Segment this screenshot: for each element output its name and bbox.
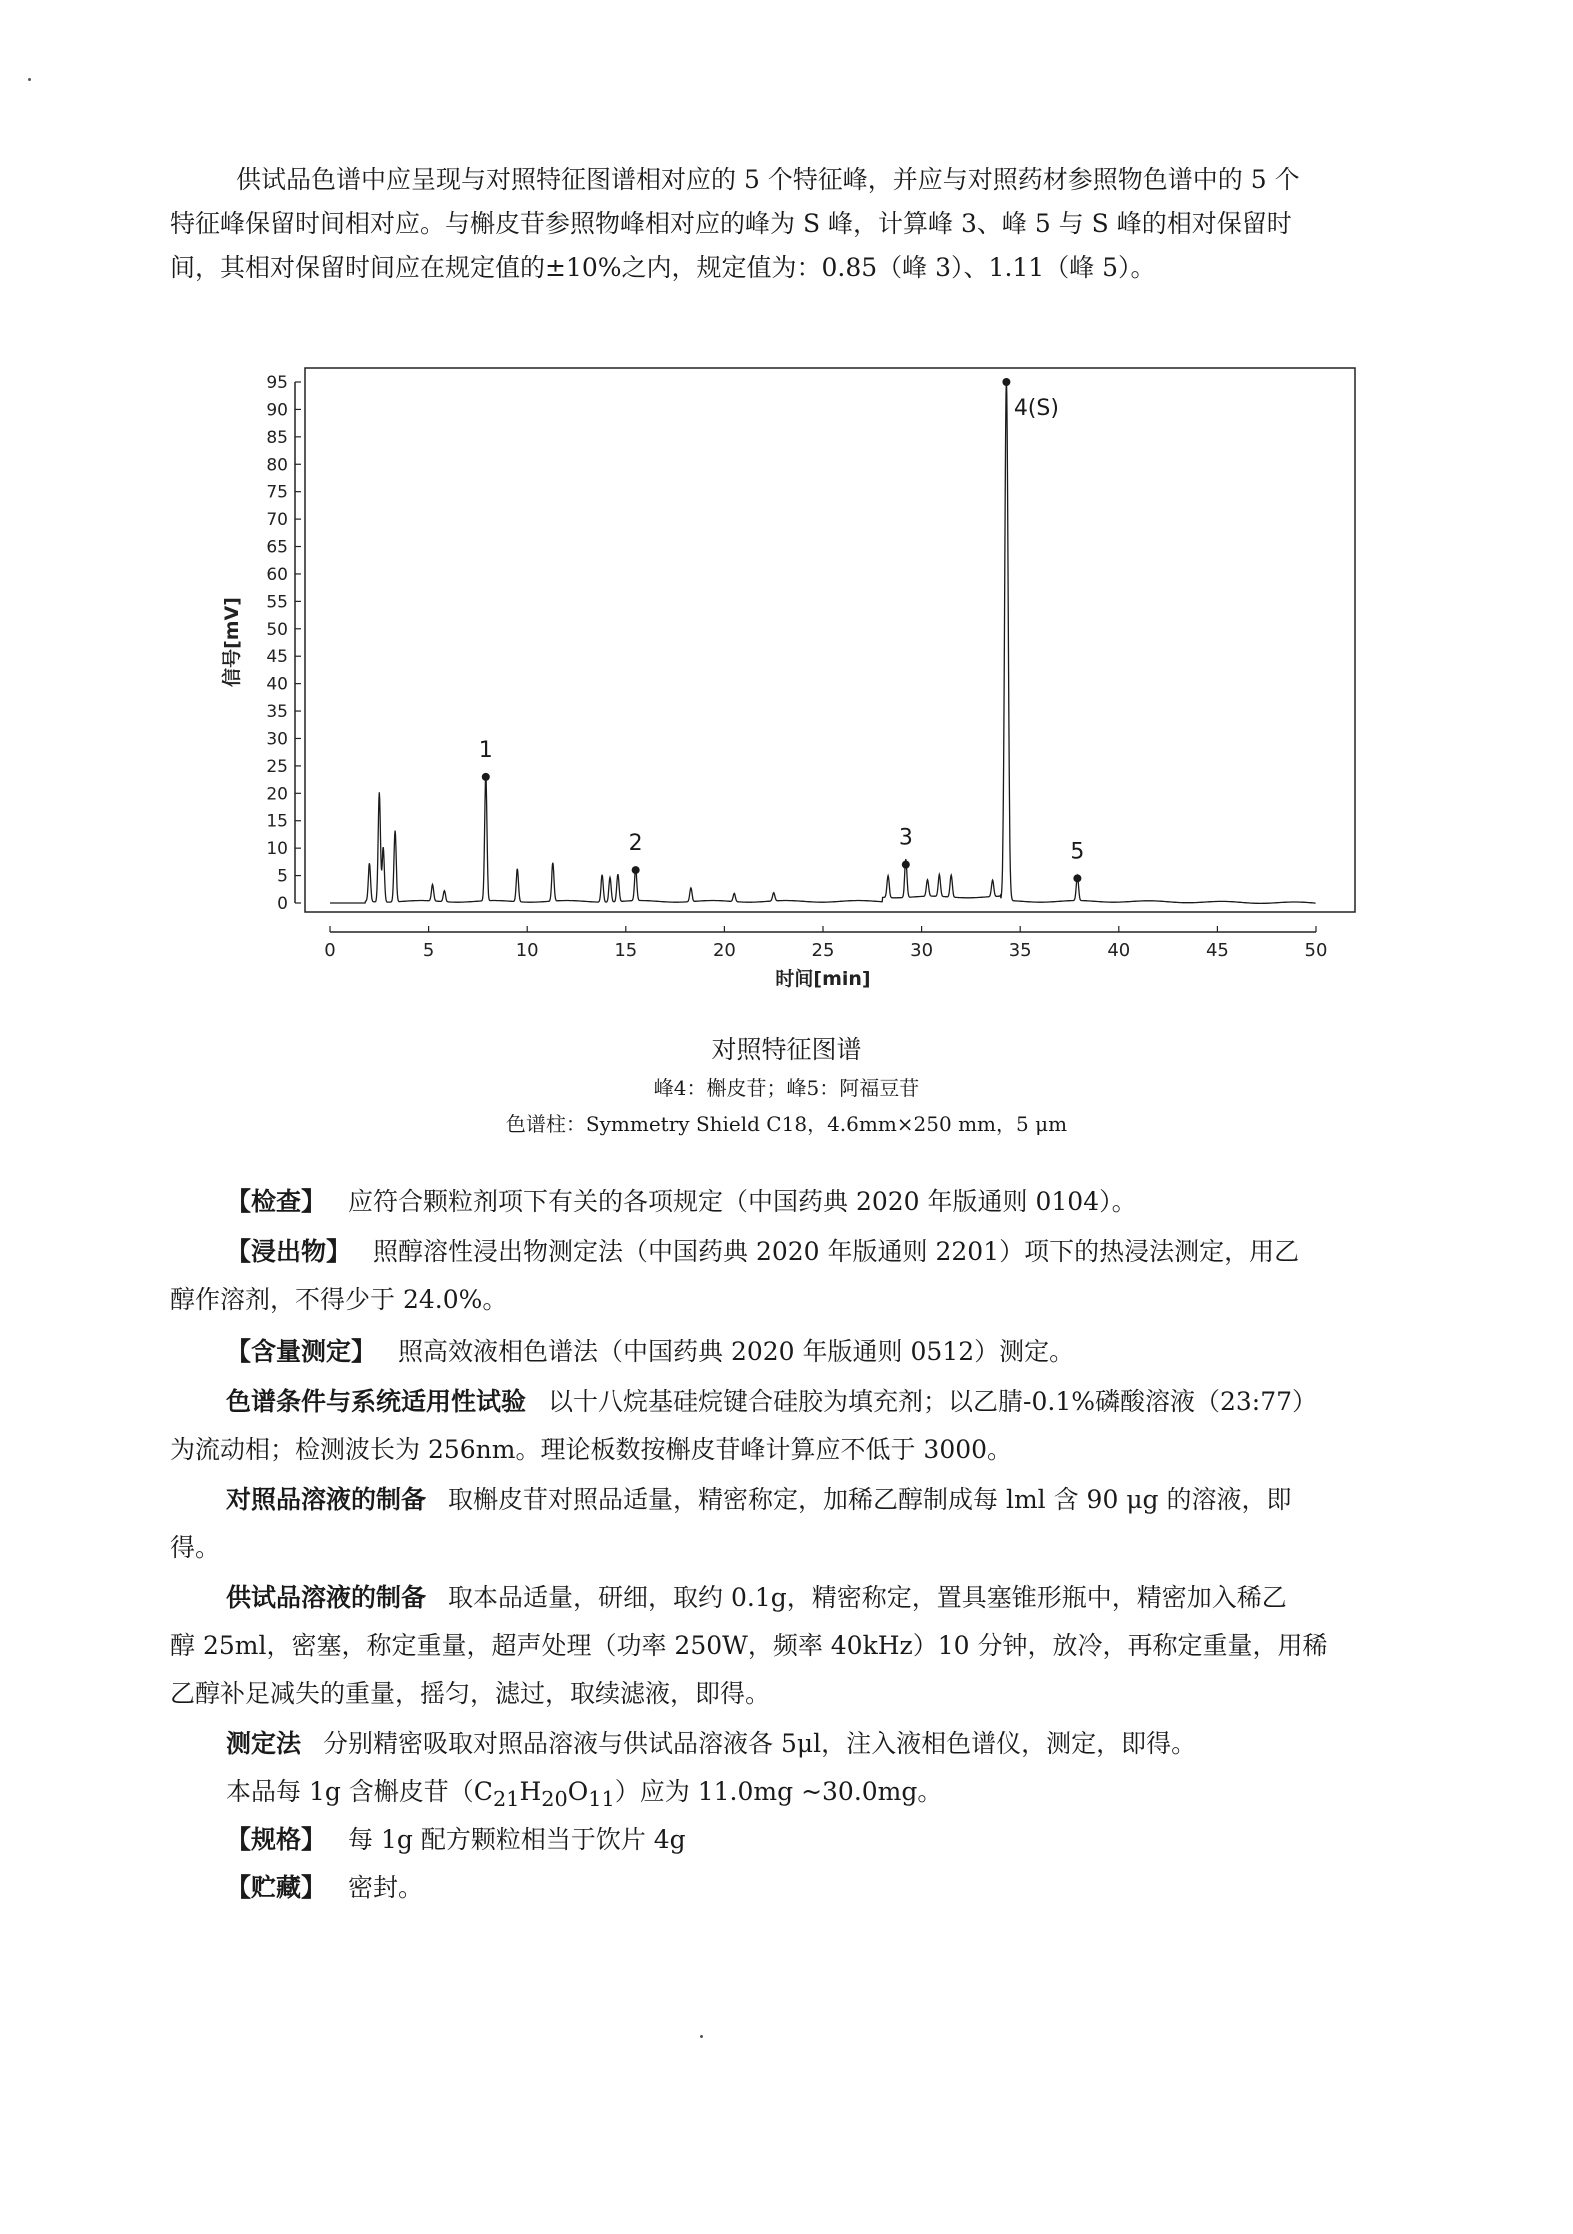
formula-sub-h: 20: [541, 1787, 568, 1811]
section-text-zhucang: 密封。: [348, 1873, 424, 1902]
intro-paragraph: [170, 158, 1415, 290]
y-tick-label: 65: [266, 537, 288, 558]
section-zhucang: [170, 1866, 1420, 1910]
section-text-sepu-1: 以十八烷基硅烷键合硅胶为填充剂；以乙腈-0.1%磷酸溶液（23:77）: [548, 1387, 1318, 1416]
section-jiancha: [170, 1180, 1420, 1224]
section-text-guige: 每 1g 配方颗粒相当于饮片 4g: [348, 1825, 686, 1854]
chromatogram-trace: [330, 380, 1316, 904]
peak-label: 1: [478, 737, 493, 763]
y-tick-label: 5: [277, 866, 288, 887]
section-guige: [170, 1818, 1420, 1862]
section-label-guige: 【规格】: [226, 1825, 327, 1854]
x-tick-label: 20: [712, 940, 736, 961]
y-tick-label: 90: [266, 400, 288, 421]
section-label-sepu: 色谱条件与系统适用性试验: [226, 1387, 527, 1416]
section-label-jinchuwu: 【浸出物】: [226, 1237, 352, 1266]
y-tick-label: 45: [266, 647, 288, 668]
y-tick-label: 25: [266, 756, 288, 777]
formula-sub-c: 21: [492, 1787, 520, 1811]
section-label-hanliang: 【含量测定】: [226, 1337, 377, 1366]
intro-line-2: 特征峰保留时间相对应。与槲皮苷参照物峰相对应的峰为 S 峰，计算峰 3、峰 5 与 S 峰的相对保留时: [170, 209, 1292, 238]
x-tick-label: 0: [324, 940, 336, 961]
formula-h: H: [519, 1777, 542, 1806]
y-tick-label: 50: [266, 619, 288, 640]
x-tick-label: 30: [910, 940, 934, 961]
scan-speck: [700, 2035, 703, 2038]
peak-label: 3: [898, 825, 913, 851]
section-text-gongshi-1: 取本品适量，研细，取约 0.1g，精密称定，置具塞锥形瓶中，精密加入稀乙: [448, 1583, 1287, 1612]
section-hanliang: [170, 1330, 1420, 1374]
section-duizhao-cont: 得。: [170, 1533, 221, 1562]
chart-caption-title: 对照特征图谱: [711, 1035, 862, 1064]
section-sepu: [170, 1380, 1420, 1424]
section-text-jinchuwu-1: 照醇溶性浸出物测定法（中国药典 2020 年版通则 2201）项下的热浸法测定，用乙: [373, 1237, 1300, 1266]
y-tick-label: 10: [266, 839, 288, 860]
y-axis-label: 信号[mV]: [221, 597, 243, 687]
peak-label: 4(S): [1013, 396, 1059, 421]
x-tick-label: 25: [811, 940, 835, 961]
section-label-duizhao: 对照品溶液的制备: [226, 1485, 427, 1514]
peak-marker: [632, 866, 640, 874]
section-jinchuwu: [170, 1230, 1420, 1274]
peak-marker: [482, 773, 490, 781]
section-label-zhucang: 【贮藏】: [226, 1873, 327, 1902]
x-axis-label: 时间[min]: [775, 968, 871, 990]
section-label-gongshi: 供试品溶液的制备: [226, 1583, 427, 1612]
y-tick-label: 15: [266, 811, 288, 832]
x-tick-label: 35: [1008, 940, 1032, 961]
section-text-jiancha: 应符合颗粒剂项下有关的各项规定（中国药典 2020 年版通则 0104）。: [348, 1187, 1137, 1216]
intro-line-1: 供试品色谱中应呈现与对照特征图谱相对应的 5 个特征峰，并应与对照药材参照物色谱中的 5 个: [236, 165, 1300, 194]
y-tick-label: 30: [266, 729, 288, 750]
y-tick-label: 40: [266, 674, 288, 695]
section-sepu-cont: 为流动相；检测波长为 256nm。理论板数按槲皮苷峰计算应不低于 3000。: [170, 1435, 1013, 1464]
intro-line-3: 间，其相对保留时间应在规定值的±10%之内，规定值为：0.85（峰 3）、1.11（峰 5）。: [170, 253, 1156, 282]
y-tick-label: 20: [266, 784, 288, 805]
formula-o: O: [567, 1777, 589, 1806]
y-tick-label: 35: [266, 702, 288, 723]
scan-speck: [28, 78, 31, 81]
section-text-hanliang: 照高效液相色谱法（中国药典 2020 年版通则 0512）测定。: [398, 1337, 1075, 1366]
section-text-cedingfa: 分别精密吸取对照品溶液与供试品溶液各 5μl，注入液相色谱仪，测定，即得。: [323, 1729, 1197, 1758]
y-tick-label: 95: [266, 373, 288, 393]
content-limit-pre: 本品每 1g 含槲皮苷（C: [226, 1777, 493, 1806]
chromatogram-chart: [220, 360, 1360, 1010]
peak-marker: [902, 861, 910, 869]
section-gongshi-cont-1: 醇 25ml，密塞，称定重量，超声处理（功率 250W，频率 40kHz）10 分钟，放冷，再称定重量，用稀: [170, 1631, 1328, 1660]
content-limit-post: ）应为 11.0mg ~30.0mg。: [614, 1777, 943, 1806]
section-duizhao: [170, 1478, 1420, 1522]
section-gongshi-cont-2: 乙醇补足减失的重量，摇匀，滤过，取续滤液，即得。: [170, 1679, 771, 1708]
y-tick-label: 70: [266, 510, 288, 531]
plot-frame: [305, 368, 1355, 912]
section-label-jiancha: 【检查】: [226, 1187, 327, 1216]
content-limit: [170, 1770, 1420, 1821]
x-tick-label: 40: [1107, 940, 1131, 961]
chromatogram-svg: [220, 360, 1360, 1010]
peak-label: 5: [1070, 839, 1085, 865]
section-gongshi: [170, 1576, 1420, 1620]
section-text-duizhao-1: 取槲皮苷对照品适量，精密称定，加稀乙醇制成每 lml 含 90 μg 的溶液，即: [448, 1485, 1292, 1514]
x-tick-label: 45: [1205, 940, 1229, 961]
section-cedingfa: [170, 1722, 1420, 1766]
y-tick-label: 85: [266, 427, 288, 448]
chart-caption-column: 色谱柱：Symmetry Shield C18，4.6mm×250 mm，5 μm: [505, 1112, 1068, 1136]
x-tick-label: 50: [1304, 940, 1328, 961]
y-tick-label: 0: [277, 894, 288, 914]
y-tick-label: 60: [266, 564, 288, 585]
chart-caption-peaks: 峰4：槲皮苷；峰5：阿福豆苷: [653, 1076, 920, 1100]
y-tick-label: 80: [266, 455, 288, 476]
peak-marker: [1002, 378, 1010, 386]
peak-marker: [1073, 874, 1081, 882]
x-tick-label: 5: [422, 940, 435, 961]
section-label-cedingfa: 测定法: [226, 1729, 302, 1758]
y-tick-label: 75: [266, 482, 288, 503]
x-tick-label: 15: [614, 940, 638, 961]
y-tick-label: 55: [266, 592, 288, 613]
x-tick-label: 10: [515, 940, 539, 961]
section-jinchuwu-cont: 醇作溶剂，不得少于 24.0%。: [170, 1285, 508, 1314]
peak-label: 2: [628, 831, 643, 857]
formula-sub-o: 11: [588, 1787, 615, 1811]
